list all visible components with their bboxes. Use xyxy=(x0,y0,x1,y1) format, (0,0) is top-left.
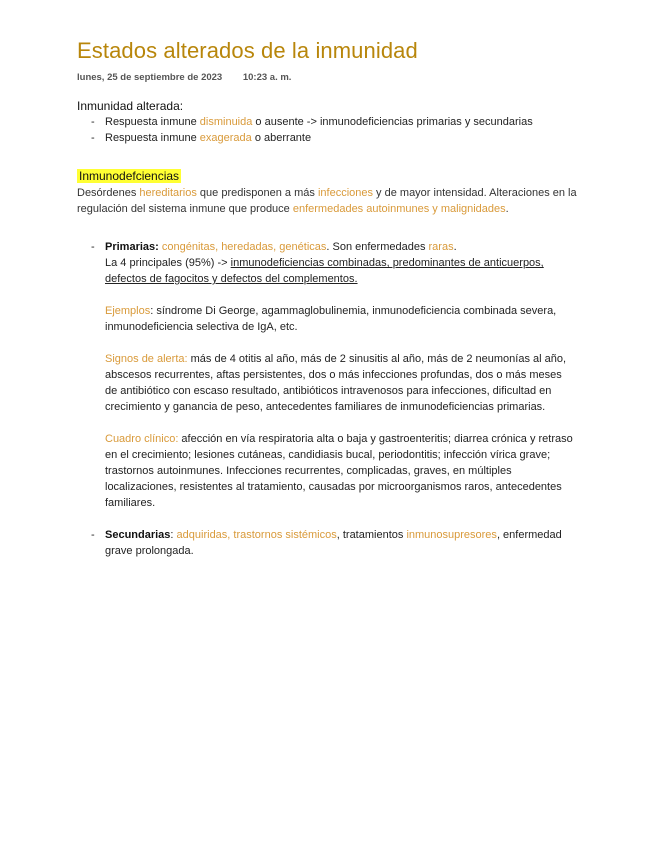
tipos-list xyxy=(77,239,577,559)
signos-alerta-paragraph: Signos de alerta: más de 4 otitis al año, más de 2 sinusitis al año, más de 2 neumonías al año, abscesos recurrentes, aftas persistentes, dos o más infecciones profundas, dos o más meses de antibiótico con escaso resultado, antibióticos intravenosos para infecciones, dificultad en crecimiento y ganancia de peso, antecedentes familiares de inmunodeficiencias primarias. xyxy=(105,353,567,413)
list-item: - Respuesta inmune disminuida o ausente -> inmunodeficiencias primarias y secundarias xyxy=(91,114,577,130)
list-item: - Respuesta inmune exagerada o aberrante xyxy=(91,130,577,146)
page-title: Estados alterados de la inmunidad xyxy=(77,38,418,63)
ejemplos-paragraph: Ejemplos: síndrome Di George, agammaglobulinemia, inmunodeficiencia combinada severa, inmunodeficiencia selectiva de IgA, etc. xyxy=(105,305,557,333)
list-item-secundarias: - Secundarias: adquiridas, trastornos sistémicos, tratamientos inmunosupresores, enfermedad grave prolongada. xyxy=(91,527,577,559)
section-heading-inmunodeficiencias: Inmunodefciencias xyxy=(79,169,180,183)
cuadro-clinico-paragraph: Cuadro clínico: afección en vía respiratoria alta o baja y gastroenteritis; diarrea crónica y retraso en el crecimiento; lesiones cutáneas, candidiasis bucal, periodontitis; infección vírica grave; trastornos autoinmunes. Infecciones recurrentes, complicadas, graves, en múltiples localizaciones, resistentes al tratamiento, causadas por microorganismos raros, antecedentes familiares. xyxy=(105,433,573,509)
list-item-primarias: - Primarias: congénitas, heredadas, genéticas. Son enfermedades raras. La 4 principales (95%) -> inmunodeficiencias combinadas, predominantes de anticuerpos, defectos de fagocitos y defectos del complementos. Ejemplos: síndrome Di George, agammaglobulinemia, inmunodeficiencia combinada severa, inmunodeficiencia selectiva de IgA, etc. Signos de alerta: más de 4 otitis al año, más de 2 sinusitis al año, más de 2 neumonías al año, abscesos recurrentes, aftas persistentes, dos o más infecciones profundas, dos o más meses de antibiótico con escaso resultado, antibióticos intravenosos para infecciones, dificultad en crecimiento y ganancia de peso, antecedentes familiares de inmunodeficiencias primarias. Cuadro clínico: afección en vía respiratoria alta o baja y gastroenteritis; diarrea crónica y retraso en el crecimiento; lesiones cutáneas, candidiasis bucal, periodontitis; infección vírica grave; trastornos autoinmunes. Infecciones recurrentes, complicadas, graves, en múltiples localizaciones, resistentes al tratamiento, causadas por microorganismos raros, antecedentes familiares. xyxy=(91,239,577,527)
page-time: 10:23 a. m. xyxy=(242,72,292,83)
page-meta xyxy=(77,72,291,83)
section-heading-inmunidad: Inmunidad alterada: xyxy=(77,99,184,113)
note-body xyxy=(77,98,577,559)
inmunodeficiencias-paragraph: Desórdenes hereditarios que predisponen a más infecciones y de mayor intensidad. Alteraciones en la regulación del sistema inmune que produce enfermedades autoinmunes y malignidades. xyxy=(77,187,577,215)
page-date: lunes, 25 de septiembre de 2023 xyxy=(77,72,223,83)
inmunidad-list xyxy=(77,114,577,146)
